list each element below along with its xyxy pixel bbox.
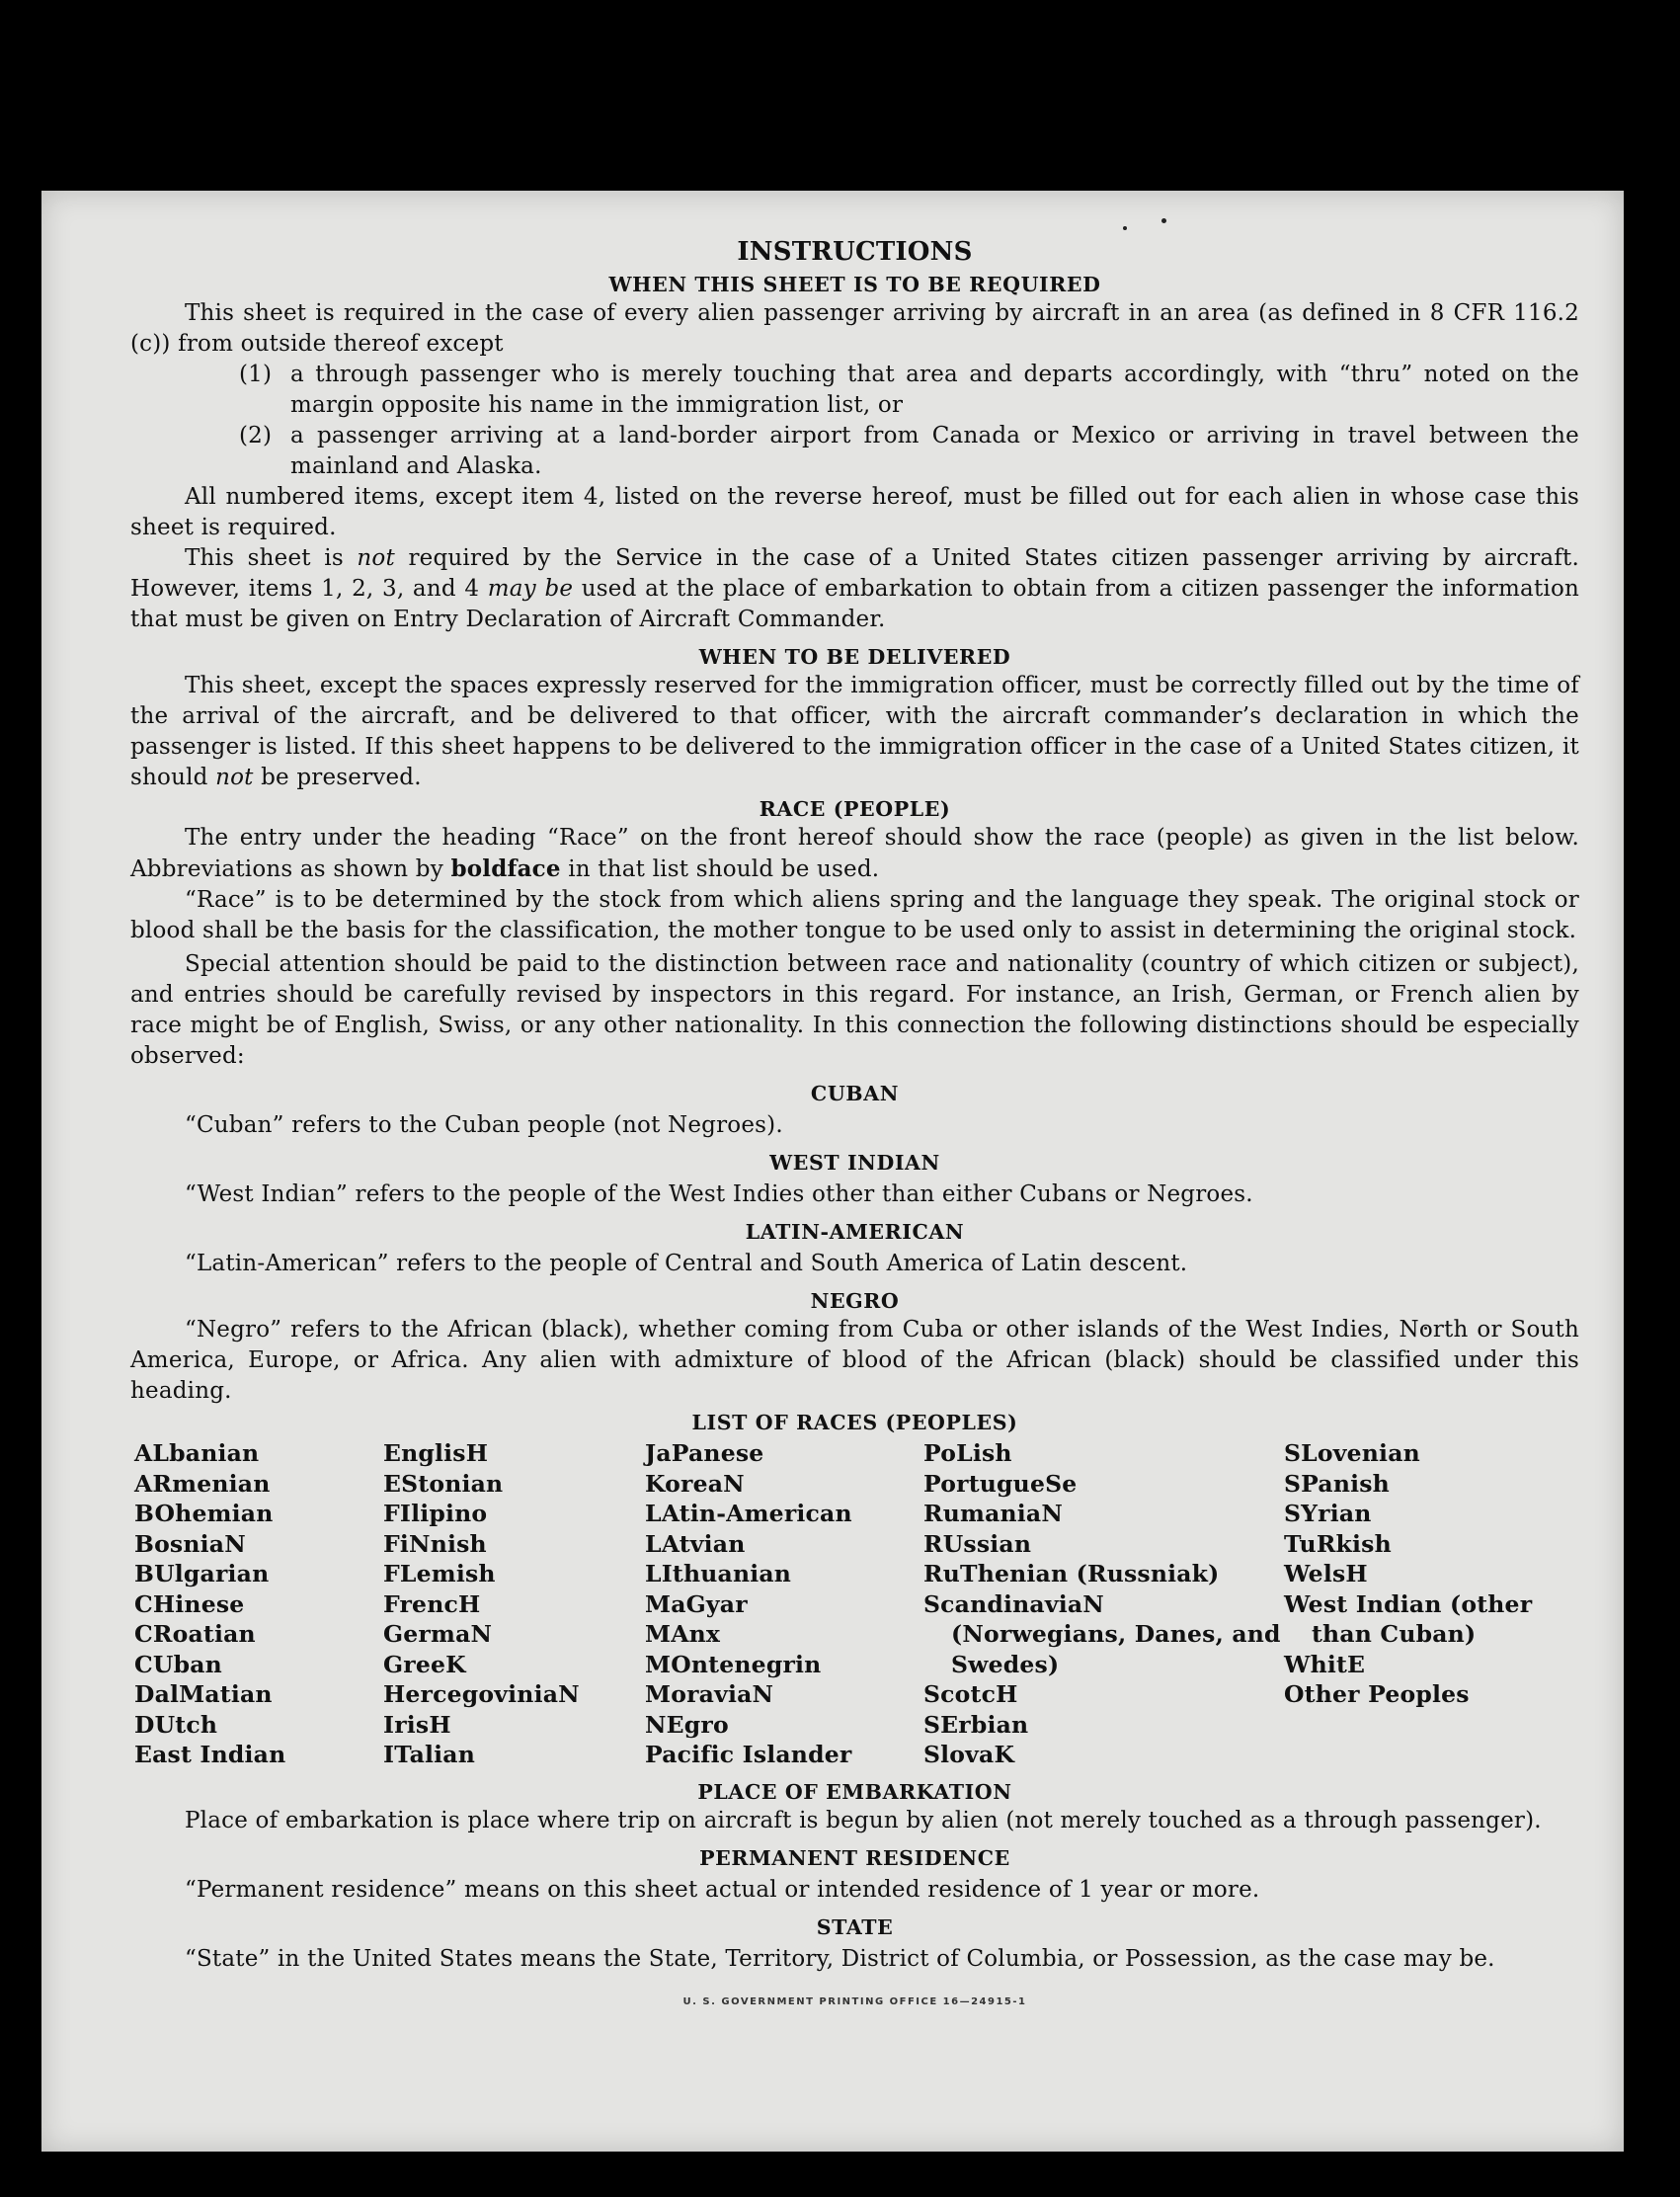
race-item: SErbian <box>923 1710 1029 1739</box>
item-text: a through passenger who is merely touching that area and departs accordingly, with “thru” noted on the margin opposite his name in the immigration list, or <box>290 362 1579 418</box>
race-item: PoLish <box>923 1439 1012 1467</box>
race-item: CRoatian <box>134 1620 256 1648</box>
section-heading-race: RACE (PEOPLE) <box>759 797 951 821</box>
race-item: ScotcH <box>923 1680 1018 1708</box>
race-item: TuRkish <box>1284 1529 1392 1558</box>
race-item: BUlgarian <box>134 1560 270 1587</box>
race-item: GermaN <box>383 1620 493 1648</box>
race-item: PortugueSe <box>923 1469 1078 1498</box>
race-item: SLovenian <box>1284 1439 1420 1467</box>
race-item: CUban <box>134 1650 222 1678</box>
race-item: MOntenegrin <box>645 1650 822 1678</box>
printer-imprint: U. S. GOVERNMENT PRINTING OFFICE 16—24915-1 <box>682 1995 1027 2007</box>
document-page <box>41 191 1624 2152</box>
race-item: EStonian <box>383 1469 504 1498</box>
race-item: SlovaK <box>923 1741 1015 1768</box>
race-item: FiNnish <box>383 1529 487 1558</box>
paragraph: “Latin-American” refers to the people of Central and South America of Latin descent. <box>185 1251 1188 1276</box>
section-heading-embarkation: PLACE OF EMBARKATION <box>697 1779 1012 1804</box>
race-item: RumaniaN <box>923 1500 1064 1527</box>
paragraph: Place of embarkation is place where trip on aircraft is begun by alien (not merely touched as a through passenger). <box>185 1807 1542 1833</box>
race-item: DalMatian <box>134 1680 273 1708</box>
race-item: KoreaN <box>645 1469 745 1498</box>
race-item: SPanish <box>1284 1469 1390 1498</box>
section-heading-residence: PERMANENT RESIDENCE <box>699 1845 1010 1870</box>
section-heading-list-of-races: LIST OF RACES (PEOPLES) <box>691 1411 1018 1434</box>
paragraph: “Permanent residence” means on this sheet actual or intended residence of 1 year or more. <box>185 1876 1260 1903</box>
race-item: ScandinaviaN (Norwegians, Danes, and Swedes) <box>923 1589 1281 1678</box>
race-item: MAnx <box>645 1620 721 1648</box>
race-item: Other Peoples <box>1284 1680 1470 1708</box>
race-item: MoraviaN <box>645 1680 774 1708</box>
race-column <box>134 1438 383 1770</box>
paragraph: Special attention should be paid to the distinction between race and nationality (country of which citizen or subject), and entries should be carefully revised by inspectors in this regard. For instance, an Irish, German, or French alien by race might be of English, Swiss, or any other nationality. In this connection the following distinctions should be especially observed: <box>130 951 1579 1069</box>
race-item: JaPanese <box>645 1439 764 1467</box>
paragraph: This sheet is required in the case of every alien passenger arriving by aircraft in an area (as defined in 8 CFR 116.2 (c)) from outside thereof except <box>130 300 1579 357</box>
exception-item <box>239 360 1579 421</box>
race-item: RuThenian (Russniak) <box>923 1560 1220 1587</box>
race-column <box>383 1438 645 1770</box>
paper-speck <box>1161 218 1166 223</box>
section-heading-required: WHEN THIS SHEET IS TO BE REQUIRED <box>608 273 1101 296</box>
race-item: LAtin-American <box>645 1500 852 1527</box>
exception-item <box>239 421 1579 482</box>
race-item: NEgro <box>645 1710 729 1739</box>
paragraph: “State” in the United States means the State, Territory, District of Columbia, or Possession, as the case may be. <box>185 1945 1495 1972</box>
race-column <box>923 1438 1284 1770</box>
document-body <box>130 235 1579 2017</box>
race-item: BOhemian <box>134 1500 274 1527</box>
section-heading-west-indian: WEST INDIAN <box>769 1151 940 1175</box>
paragraph: This sheet is not required by the Service in the case of a United States citizen passenger arriving by aircraft. However, items 1, 2, 3, and 4 may be used at the place of embarkation to obtain from a citizen passenger the information that must be given on Entry Declaration of Aircraft Commander. <box>130 545 1579 632</box>
race-item: East Indian <box>134 1741 286 1768</box>
race-item: CHinese <box>134 1589 245 1618</box>
race-item: ARmenian <box>134 1469 271 1498</box>
race-item: WelsH <box>1284 1560 1368 1587</box>
race-item: WhitE <box>1284 1650 1366 1678</box>
race-item: West Indian (other than Cuban) <box>1284 1589 1533 1648</box>
item-text: a passenger arriving at a land-border airport from Canada or Mexico or arriving in travel between the mainland and Alaska. <box>290 423 1579 479</box>
paragraph: “Negro” refers to the African (black), whether coming from Cuba or other islands of the West Indies, North or South America, Europe, or Africa. Any alien with admixture of blood of the African (black) should be classified under this heading. <box>130 1317 1579 1404</box>
paragraph: “Cuban” refers to the Cuban people (not Negroes). <box>185 1112 783 1138</box>
paragraph: “West Indian” refers to the people of the West Indies other than either Cubans or Negroes. <box>185 1181 1253 1207</box>
section-heading-state: STATE <box>816 1914 894 1939</box>
race-list <box>134 1438 1579 1770</box>
race-column <box>645 1438 923 1770</box>
race-item: GreeK <box>383 1650 466 1678</box>
race-item: RUssian <box>923 1529 1032 1558</box>
race-item: LIthuanian <box>645 1560 792 1587</box>
item-number: (2) <box>239 423 273 448</box>
race-item: FLemish <box>383 1560 496 1587</box>
section-heading-delivered: WHEN TO BE DELIVERED <box>698 645 1011 669</box>
race-item: DUtch <box>134 1710 218 1739</box>
section-heading-negro: NEGRO <box>810 1289 900 1313</box>
race-item: IrisH <box>383 1710 451 1739</box>
race-item: ALbanian <box>134 1439 260 1467</box>
race-item: BosniaN <box>134 1529 246 1558</box>
paper-speck <box>1123 226 1127 230</box>
race-item: SYrian <box>1284 1500 1372 1527</box>
race-item: Pacific Islander <box>645 1741 852 1768</box>
race-item: FIlipino <box>383 1500 488 1527</box>
race-item: FrencH <box>383 1589 481 1618</box>
race-item: EnglisH <box>383 1439 489 1467</box>
race-item: HercegoviniaN <box>383 1680 580 1708</box>
paragraph: All numbered items, except item 4, listed on the reverse hereof, must be filled out for each alien in whose case this sheet is required. <box>130 484 1579 540</box>
page-title: INSTRUCTIONS <box>737 237 973 267</box>
paragraph: “Race” is to be determined by the stock from which aliens spring and the language they speak. The original stock or blood shall be the basis for the classification, the mother tongue to be used only to assist in determining the original stock. <box>130 887 1579 943</box>
section-heading-cuban: CUBAN <box>810 1082 900 1105</box>
race-item: LAtvian <box>645 1529 746 1558</box>
paragraph: The entry under the heading “Race” on the front hereof should show the race (people) as given in the list below. Abbreviations as shown by boldface in that list should be used. <box>130 825 1579 882</box>
race-item: ITalian <box>383 1741 476 1768</box>
race-item: MaGyar <box>645 1589 748 1618</box>
paragraph: This sheet, except the spaces expressly reserved for the immigration officer, must be correctly filled out by the time of the arrival of the aircraft, and be delivered to that officer, with the aircraft commander’s declaration in which the passenger is listed. If this sheet happens to be delivered to the immigration officer in the case of a United States citizen, it should not be preserved. <box>130 673 1579 790</box>
item-number: (1) <box>239 362 273 387</box>
section-heading-latin-american: LATIN-AMERICAN <box>745 1220 965 1244</box>
race-column <box>1284 1438 1583 1770</box>
